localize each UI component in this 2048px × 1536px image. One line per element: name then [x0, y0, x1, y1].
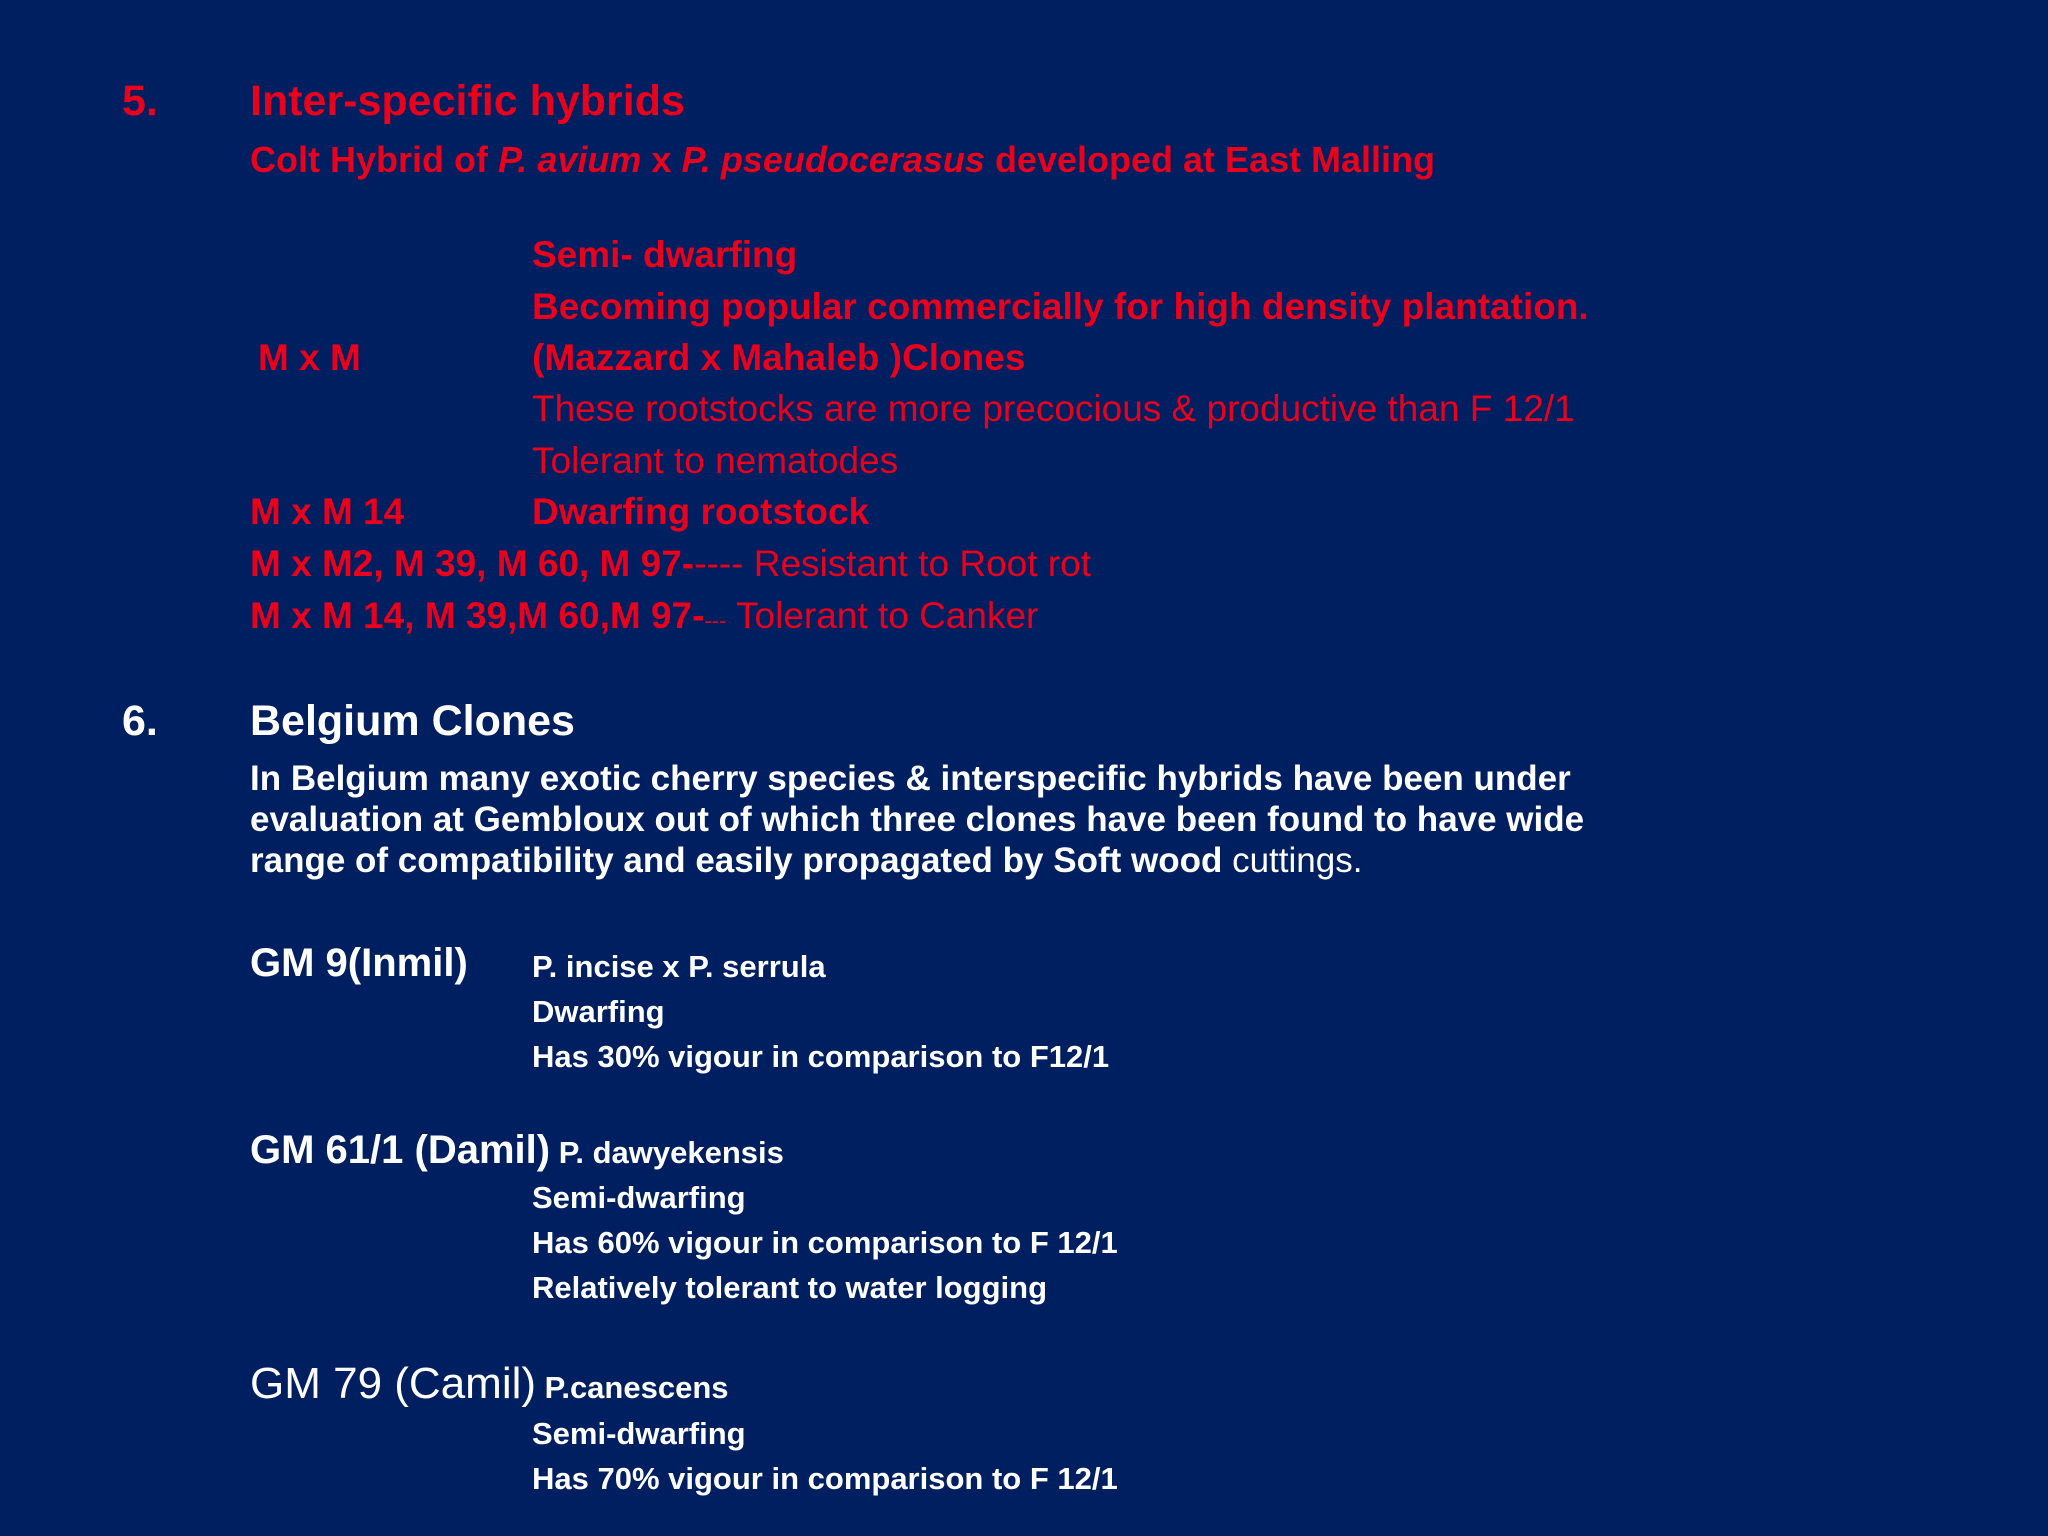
semi-dwarfing-text: Semi- dwarfing — [532, 234, 798, 275]
root-rot-label: M x M2, M 39, M 60, M 97- — [250, 543, 695, 584]
mxm-description: (Mazzard x Mahaleb )Clones — [532, 337, 1026, 378]
belgium-para-line2: evaluation at Gembloux out of which three clones have been found to have wide — [250, 800, 1585, 839]
nematodes-text: Tolerant to nematodes — [532, 440, 899, 481]
canker-desc: Tolerant to Canker — [726, 595, 1039, 636]
colt-hybrid-line — [250, 139, 1436, 180]
gm79-label: GM 79 (Camil) — [250, 1359, 537, 1408]
section-5-number: 5. — [122, 77, 158, 125]
mxm14-description: Dwarfing rootstock — [532, 491, 870, 532]
section-6-title: Belgium Clones — [250, 697, 575, 745]
root-rot-dashes: ---- — [694, 543, 744, 584]
section-5-title: Inter-specific hybrids — [250, 77, 685, 125]
gm79-type: Semi-dwarfing — [532, 1416, 746, 1451]
belgium-para-line3 — [250, 843, 1362, 878]
mxm14-label: M x M 14 — [250, 491, 405, 532]
gm61-note: Relatively tolerant to water logging — [532, 1270, 1048, 1305]
gm9-vigour: Has 30% vigour in comparison to F12/1 — [532, 1039, 1110, 1074]
canker-dashes: --- — [704, 608, 727, 633]
colt-prefix: Colt Hybrid of — [250, 139, 498, 180]
gm79-vigour: Has 70% vigour in comparison to F 12/1 — [532, 1461, 1118, 1496]
gm61-type: Semi-dwarfing — [532, 1180, 746, 1215]
precocious-text: These rootstocks are more precocious & productive than F 12/1 — [532, 388, 1575, 429]
canker-label: M x M 14, M 39,M 60,M 97- — [250, 595, 705, 636]
gm61-line — [250, 1130, 784, 1170]
gm61-vigour: Has 60% vigour in comparison to F 12/1 — [532, 1225, 1118, 1260]
belgium-para-line3-normal: cuttings. — [1232, 841, 1363, 880]
species-pseudocerasus: P. pseudocerasus — [681, 139, 985, 180]
popular-text: Becoming popular commercially for high density plantation. — [532, 286, 1589, 327]
gm79-parentage: P.canescens — [536, 1370, 729, 1405]
colt-suffix: developed at East Malling — [984, 139, 1436, 180]
belgium-para-line1: In Belgium many exotic cherry species & interspecific hybrids have been under — [250, 759, 1571, 798]
canker-line — [250, 597, 1038, 634]
root-rot-desc: Resistant to Root rot — [743, 543, 1091, 584]
gm9-type: Dwarfing — [532, 994, 665, 1029]
gm9-parentage: P. incise x P. serrula — [532, 949, 826, 984]
cross-sign: x — [641, 139, 682, 180]
belgium-para-line3-bold: range of compatibility and easily propagated by Soft wood — [250, 841, 1233, 880]
gm9-label: GM 9(Inmil) — [250, 941, 468, 985]
gm61-label: GM 61/1 (Damil) — [250, 1128, 551, 1172]
root-rot-line — [250, 545, 1091, 582]
gm79-line — [250, 1359, 729, 1408]
mxm-label: M x M — [258, 337, 361, 378]
gm61-parentage: P. dawyekensis — [550, 1135, 784, 1170]
section-6-number: 6. — [122, 697, 158, 745]
species-avium: P. avium — [497, 139, 642, 180]
